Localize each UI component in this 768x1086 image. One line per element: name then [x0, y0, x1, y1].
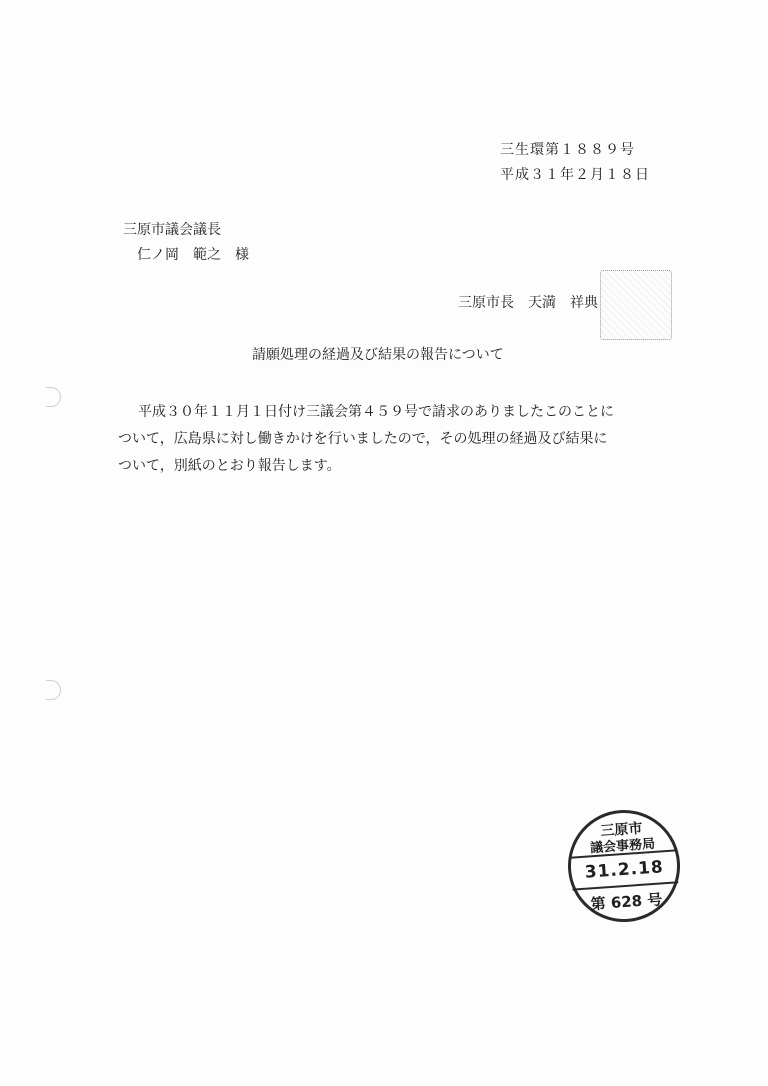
stamp-organization: 議会事務局 — [589, 836, 656, 857]
addressee-name: 仁ノ岡 範之 様 — [137, 247, 249, 263]
document-date: 平成３１年２月１８日 — [500, 167, 650, 183]
body-line: ついて，別紙のとおり報告します。 — [118, 458, 341, 474]
body-paragraph — [118, 399, 663, 480]
sender-name: 三原市長 天満 祥典 — [458, 295, 598, 311]
addressee-title: 三原市議会議長 — [123, 222, 221, 238]
document-number: 三生環第１８８９号 — [500, 142, 635, 158]
stamp-number: 第 628 号 — [590, 890, 663, 914]
received-stamp — [564, 806, 684, 926]
punch-hole — [46, 680, 61, 700]
body-line: ついて，広島県に対し働きかけを行いましたので，その処理の経過及び結果に — [118, 431, 608, 447]
body-line: 平成３０年１１月１日付け三議会第４５９号で請求のありましたこのことに — [138, 404, 614, 420]
stamp-city: 三原市 — [599, 820, 643, 840]
document-subject: 請願処理の経過及び結果の報告について — [252, 347, 504, 363]
punch-hole — [46, 387, 61, 407]
stamp-date: 31.2.18 — [584, 857, 665, 883]
official-seal — [600, 270, 672, 340]
